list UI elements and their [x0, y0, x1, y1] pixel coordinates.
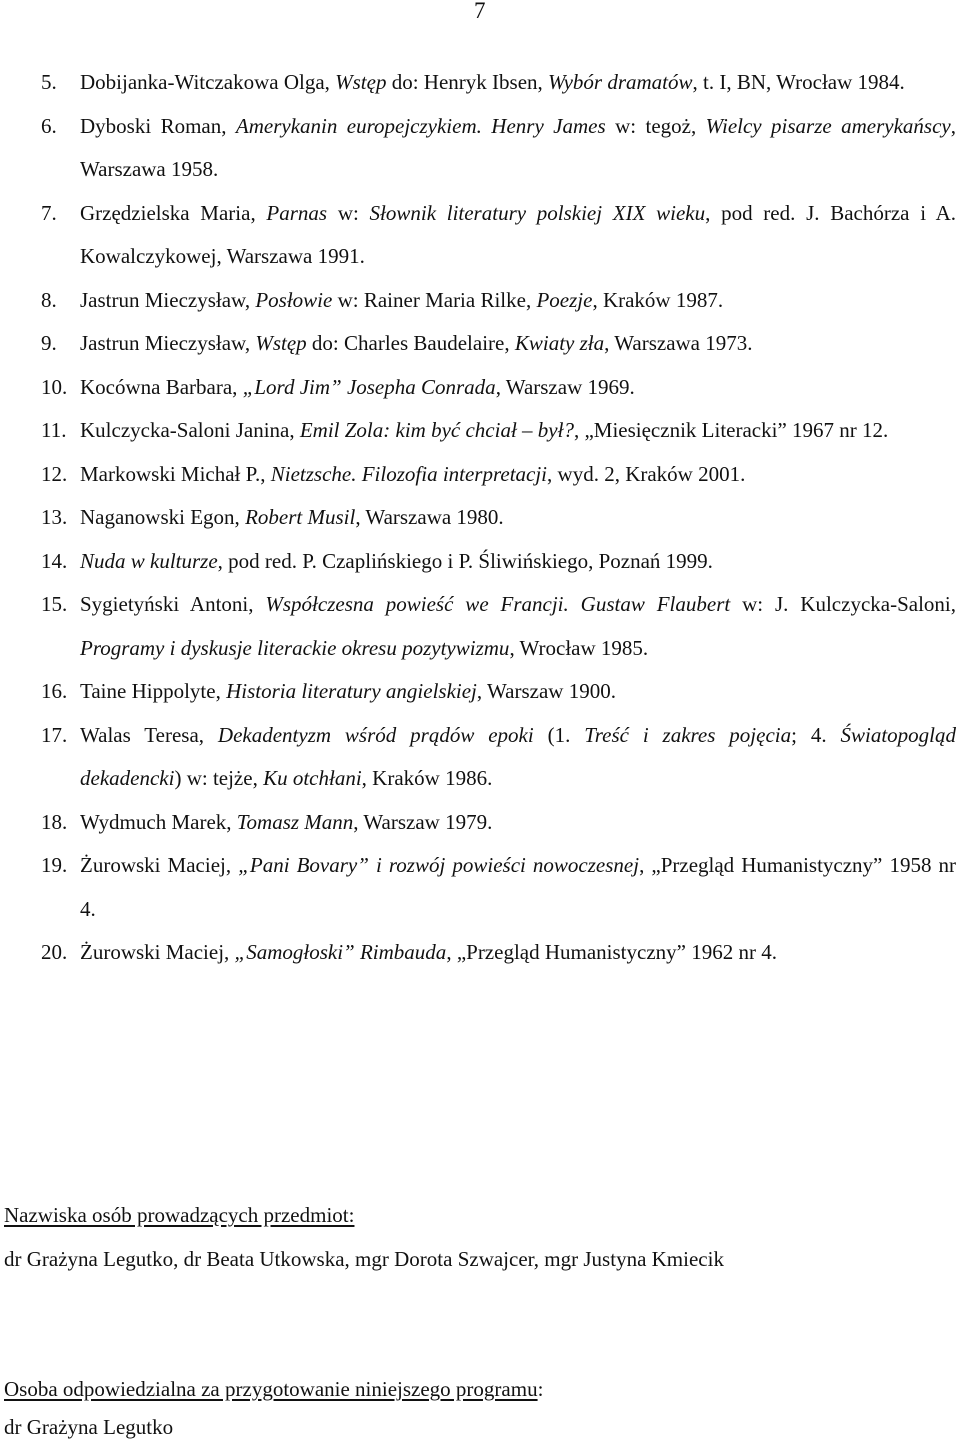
- item-text: [80, 505, 504, 529]
- item-number: 6.: [41, 113, 57, 138]
- italic-title: „Pani Bovary” i rozwój powieści nowoczesnej: [238, 853, 640, 877]
- italic-title: Posłowie: [255, 287, 333, 312]
- italic-title: Światopogląd dekadencki: [80, 722, 956, 790]
- bibliography-item: [0, 105, 958, 192]
- item-number: 18.: [41, 809, 68, 834]
- bibliography-item: [0, 496, 958, 540]
- bibliography-item: [0, 540, 958, 584]
- text-segment: Sygietyński Antoni,: [80, 592, 266, 616]
- text-segment: , wyd. 2, Kraków 2001.: [547, 461, 746, 486]
- item-number: 5.: [41, 70, 57, 94]
- text-segment: ; 4.: [791, 722, 841, 747]
- bibliography-item: [0, 583, 958, 670]
- text-segment: Naganowski Egon,: [80, 505, 246, 529]
- text-segment: , Kraków 1987.: [592, 287, 724, 312]
- text-segment: Żurowski Maciej,: [80, 940, 235, 964]
- item-text: [80, 940, 777, 964]
- text-segment: w:: [327, 200, 370, 225]
- item-text: [80, 375, 635, 399]
- text-segment: Taine Hippolyte,: [80, 679, 227, 703]
- text-segment: , „Miesięcznik Literacki” 1967 nr 12.: [573, 418, 889, 442]
- item-text: [80, 70, 905, 94]
- text-segment: , Warszaw 1900.: [476, 679, 616, 703]
- responsible-name: dr Grażyna Legutko: [4, 1415, 174, 1439]
- page-number: 7: [474, 0, 486, 23]
- text-segment: (1.: [533, 722, 585, 747]
- item-number: 7.: [41, 200, 57, 225]
- italic-title: „Samogłoski” Rimbauda: [234, 940, 447, 964]
- text-segment: , Warszaw 1979.: [353, 809, 493, 834]
- item-text: [80, 810, 492, 834]
- italic-title: Słownik literatury polskiej XIX wieku: [369, 200, 706, 225]
- text-segment: do: Henryk Ibsen,: [386, 70, 549, 94]
- text-segment: do: Charles Baudelaire,: [306, 331, 515, 355]
- text-segment: , „Przegląd Humanistyczny” 1962 nr 4.: [446, 940, 777, 964]
- bibliography-item: [0, 322, 958, 366]
- text-segment: Jastrun Mieczysław,: [80, 287, 256, 312]
- item-text: [80, 288, 723, 312]
- italic-title: Poezje: [536, 287, 593, 312]
- item-text: [80, 853, 956, 921]
- italic-title: Wybór dramatów: [548, 70, 693, 94]
- instructors-heading: Nazwiska osób prowadzących przedmiot:: [4, 1203, 355, 1227]
- bibliography-item: [0, 409, 958, 453]
- text-segment: w: Rainer Maria Rilke,: [332, 287, 537, 312]
- italic-title: Współczesna powieść we Francji. Gustaw Flaubert: [265, 592, 731, 616]
- responsible-heading-line: [4, 1372, 954, 1406]
- item-text: [80, 592, 956, 660]
- bibliography-item: [0, 366, 958, 410]
- item-number: 19.: [41, 853, 68, 877]
- italic-title: Nietzsche. Filozofia interpretacji: [270, 461, 548, 486]
- text-segment: Grzędzielska Maria,: [80, 200, 267, 225]
- italic-title: Programy i dyskusje literackie okresu pozytywizmu: [80, 635, 510, 660]
- bibliography-item: [0, 931, 958, 975]
- text-segment: , Warszaw 1969.: [495, 374, 635, 399]
- italic-title: Amerykanin europejczykiem. Henry James: [235, 113, 606, 138]
- italic-title: Dekadentyzm wśród prądów epoki: [217, 722, 534, 747]
- text-segment: , Warszawa 1973.: [604, 331, 753, 355]
- item-number: 10.: [41, 374, 68, 399]
- instructors-section: [4, 1196, 954, 1278]
- text-segment: Jastrun Mieczysław,: [80, 331, 256, 355]
- item-text: [80, 723, 956, 791]
- italic-title: Historia literatury angielskiej: [226, 679, 477, 703]
- item-number: 13.: [41, 505, 68, 529]
- text-segment: ) w: tejże,: [174, 766, 264, 790]
- text-segment: Dobijanka-Witczakowa Olga,: [80, 70, 336, 94]
- item-text: [80, 331, 753, 355]
- item-number: 9.: [41, 331, 57, 355]
- text-segment: Wydmuch Marek,: [80, 809, 237, 834]
- text-segment: w: J. Kulczycka-Saloni,: [730, 592, 956, 616]
- text-segment: , pod red. J. Bachórza i A. Kowalczykowej, Warszawa 1991.: [80, 200, 956, 268]
- italic-title: Wstęp: [335, 70, 387, 94]
- italic-title: Treść i zakres pojęcia: [584, 722, 792, 747]
- instructors-names: dr Grażyna Legutko, dr Beata Utkowska, mgr Dorota Szwajcer, mgr Justyna Kmiecik: [4, 1247, 724, 1271]
- text-segment: Żurowski Maciej,: [80, 853, 239, 877]
- text-segment: Kocówna Barbara,: [80, 374, 243, 399]
- bibliography-item: [0, 844, 958, 931]
- bibliography-list: [0, 61, 958, 975]
- responsible-section: [4, 1372, 954, 1444]
- text-segment: w: tegoż,: [605, 113, 706, 138]
- item-number: 15.: [41, 592, 68, 616]
- bibliography-item: [0, 670, 958, 714]
- bibliography-item: [0, 279, 958, 323]
- text-segment: , „Przegląd Humanistyczny” 1958 nr 4.: [80, 853, 957, 921]
- responsible-heading: Osoba odpowiedzialna za przygotowanie niniejszego programu: [4, 1377, 538, 1401]
- bibliography-item: [0, 61, 958, 105]
- bibliography-item: [0, 801, 958, 845]
- item-text: [80, 679, 616, 703]
- italic-title: Nuda w kulturze: [80, 548, 218, 573]
- text-segment: Markowski Michał P.,: [80, 461, 271, 486]
- italic-title: Kwiaty zła: [514, 331, 605, 355]
- responsible-heading-colon: :: [537, 1377, 544, 1401]
- bibliography-item: [0, 714, 958, 801]
- italic-title: Wielcy pisarze amerykańscy: [705, 113, 951, 138]
- item-text: [80, 418, 888, 442]
- italic-title: Tomasz Mann: [236, 809, 354, 834]
- item-number: 8.: [41, 287, 57, 312]
- item-number: 12.: [41, 461, 68, 486]
- bibliography-item: [0, 192, 958, 279]
- item-number: 16.: [41, 679, 68, 703]
- text-segment: , Kraków 1986.: [361, 766, 493, 790]
- text-segment: Walas Teresa,: [80, 722, 218, 747]
- italic-title: „Lord Jim” Josepha Conrada: [242, 374, 496, 399]
- item-number: 14.: [41, 548, 68, 573]
- italic-title: Robert Musil: [245, 505, 356, 529]
- italic-title: Wstęp: [255, 331, 307, 355]
- text-segment: , Warszawa 1958.: [80, 113, 956, 181]
- text-segment: , Warszawa 1980.: [355, 505, 504, 529]
- text-segment: , Wrocław 1985.: [509, 635, 649, 660]
- bibliography-item: [0, 453, 958, 497]
- text-segment: Dyboski Roman,: [80, 113, 236, 138]
- item-text: [80, 201, 956, 269]
- text-segment: , t. I, BN, Wrocław 1984.: [692, 70, 905, 94]
- item-text: [80, 462, 745, 486]
- italic-title: Ku otchłani: [263, 766, 362, 790]
- item-number: 11.: [41, 418, 67, 442]
- text-segment: , pod red. P. Czaplińskiego i P. Śliwińskiego, Poznań 1999.: [217, 548, 713, 573]
- italic-title: Emil Zola: kim być chciał – był?: [299, 418, 574, 442]
- italic-title: Parnas: [266, 200, 328, 225]
- item-text: [80, 549, 713, 573]
- text-segment: Kulczycka-Saloni Janina,: [80, 418, 300, 442]
- item-number: 20.: [41, 940, 68, 964]
- item-number: 17.: [41, 722, 68, 747]
- item-text: [80, 114, 956, 182]
